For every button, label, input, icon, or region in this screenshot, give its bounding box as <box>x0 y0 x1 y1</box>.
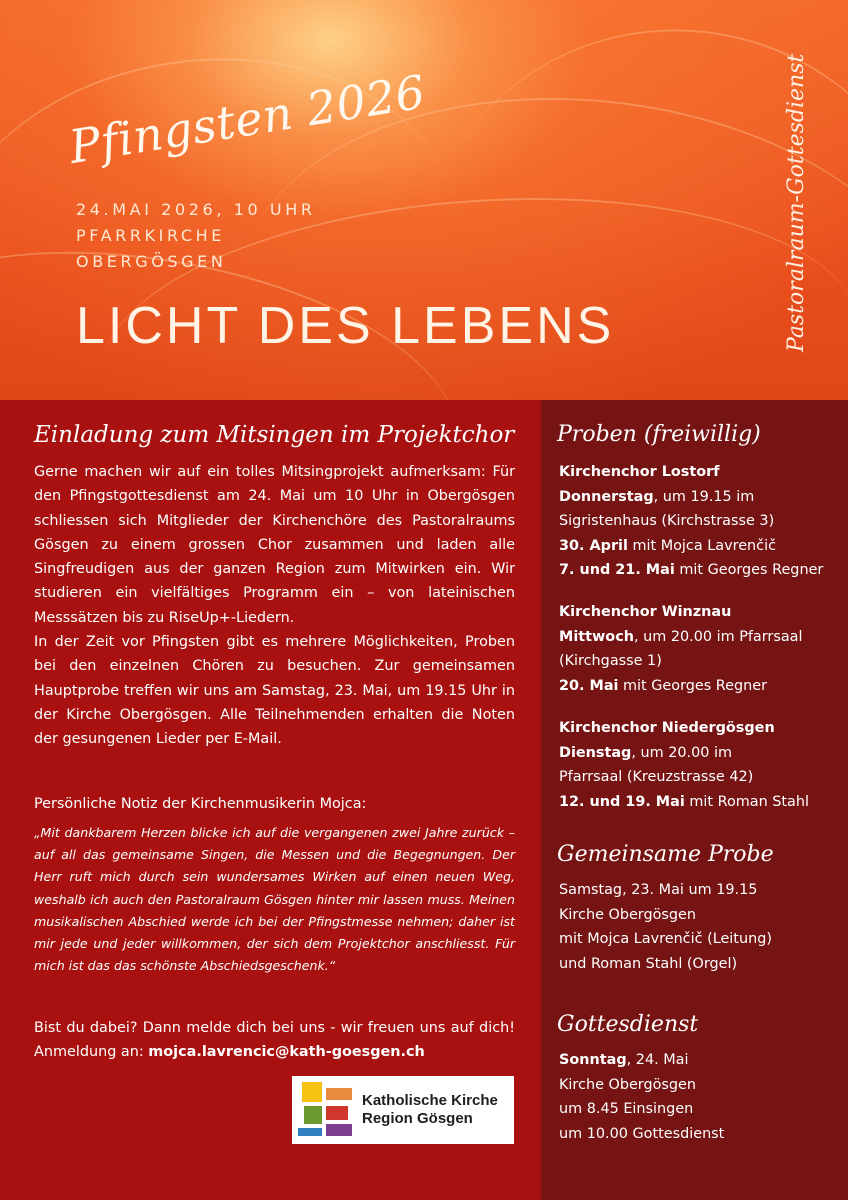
detail-line: Samstag, 23. Mai um 19.15 <box>559 882 758 898</box>
joint-rehearsal-details <box>559 878 844 976</box>
rehearsals-heading: Proben (freiwillig) <box>557 422 761 447</box>
rehearsal-group-niedergoesgen <box>559 716 844 814</box>
rehearsal-line: Mittwoch, um 20.00 im Pfarrsaal <box>559 628 803 645</box>
event-title: Pfingsten 2026 <box>65 64 429 174</box>
invitation-column <box>0 400 541 1200</box>
rehearsal-line: Sigristenhaus (Kirchstrasse 3) <box>559 513 775 529</box>
detail-line: Kirche Obergösgen <box>559 906 697 923</box>
logo-square-purple <box>326 1124 352 1136</box>
rehearsal-line: 30. April mit Mojca Lavrenčič <box>559 537 776 554</box>
logo-text-line2: Region Gösgen <box>362 1110 473 1127</box>
invitation-body <box>34 460 515 752</box>
rehearsal-line: Donnerstag, um 19.15 im <box>559 488 755 505</box>
invitation-heading: Einladung zum Mitsingen im Projektchor <box>34 422 515 448</box>
service-heading: Gottesdienst <box>557 1012 699 1037</box>
rehearsal-line: 12. und 19. Mai mit Roman Stahl <box>559 793 809 810</box>
logo-text-line1: Katholische Kirche <box>362 1092 498 1109</box>
detail-line: Sonntag, 24. Mai <box>559 1052 689 1068</box>
logo-square-red <box>326 1106 348 1120</box>
event-location-line1: PFARRKIRCHE <box>76 226 226 245</box>
registration-text <box>34 1016 515 1065</box>
rehearsal-line: Dienstag, um 20.00 im <box>559 744 732 761</box>
logo-square-orange <box>326 1088 352 1100</box>
detail-line: Kirche Obergösgen <box>559 1076 697 1093</box>
invitation-paragraph: In der Zeit vor Pfingsten gibt es mehrere Möglichkeiten, Proben bei den einzelnen Chören zu besuchen. Zur gemeinsamen Hauptprobe treffen wir uns am Samstag, 23. Mai, um 19.15 Uhr in der Kirche Obergösgen. Alle Teilnehmenden erhalten die Noten der gesungenen Lieder per E-Mail. <box>34 634 515 748</box>
rehearsal-line: 7. und 21. Mai mit Georges Regner <box>559 562 824 578</box>
logo-square-green <box>304 1106 322 1124</box>
service-details <box>559 1048 844 1146</box>
headline: LICHT DES LEBENS <box>76 297 615 355</box>
choir-name: Kirchenchor Niedergösgen <box>559 720 775 736</box>
joint-rehearsal-heading: Gemeinsame Probe <box>557 842 774 867</box>
detail-line: und Roman Stahl (Orgel) <box>559 955 738 972</box>
logo-square-blue <box>298 1128 322 1136</box>
logo-square-yellow <box>302 1082 322 1102</box>
event-date: 24.MAI 2026, 10 UHR <box>76 200 316 219</box>
choir-name: Kirchenchor Winznau <box>559 604 732 620</box>
church-logo <box>292 1076 514 1144</box>
detail-line: um 10.00 Gottesdienst <box>559 1125 725 1142</box>
schedule-column <box>541 400 848 1200</box>
choir-name: Kirchenchor Lostorf <box>559 464 720 480</box>
vertical-subtitle: Pastoralraum-Gottesdienst <box>784 53 809 352</box>
rehearsal-group-winznau <box>559 600 844 698</box>
registration-email-link[interactable]: mojca.lavrencic@kath-goesgen.ch <box>148 1044 425 1061</box>
detail-line: mit Mojca Lavrenčič (Leitung) <box>559 931 772 947</box>
personal-note-quote: „Mit dankbarem Herzen blicke ich auf die vergangenen zwei Jahre zurück – auf all das gemeinsame Singen, die Messen und die Begegnungen. Der Herr ruft mich durch sein wundersames Wirken auf einen neuen Weg, weshalb ich auch den Pastoralraum Gösgen hinter mir lassen muss. Meinen musikalischen Abschied werde ich bei der Pfingstmesse nehmen; daher ist mir jede und jeder willkommen, der sich dem Projektchor anschliesst. Für mich ist das das schönste Abschiedsgeschenk.“ <box>34 825 515 974</box>
personal-note-title: Persönliche Notiz der Kirchenmusikerin Mojca: <box>34 796 367 812</box>
rehearsal-line: 20. Mai mit Georges Regner <box>559 677 768 694</box>
rehearsal-line: Pfarrsaal (Kreuzstrasse 42) <box>559 769 754 785</box>
detail-line: um 8.45 Einsingen <box>559 1101 694 1117</box>
event-location-line2: OBERGÖSGEN <box>76 252 227 271</box>
rehearsal-line: (Kirchgasse 1) <box>559 653 662 669</box>
rehearsal-group-lostorf <box>559 460 844 583</box>
header-banner <box>0 0 848 400</box>
invitation-paragraph: Gerne machen wir auf ein tolles Mitsingprojekt aufmerksam: Für den Pfingstgottesdienst am 24. Mai um 10 Uhr in Obergösgen schliessen sich Mitglieder der Kirchenchöre des Pastoralraums Gösgen zu einem grossen Chor zusammen und laden alle Singfreudigen aus der ganzen Region zum Mitwirken ein. Wir studieren ein vielfältiges Programm ein – von lateinischen Messsätzen bis zu RiseUp+-Liedern. <box>34 464 515 626</box>
registration-prompt: Bist du dabei? Dann melde dich bei uns - wir freuen uns auf dich! Anmeldung an: <box>34 1020 515 1061</box>
